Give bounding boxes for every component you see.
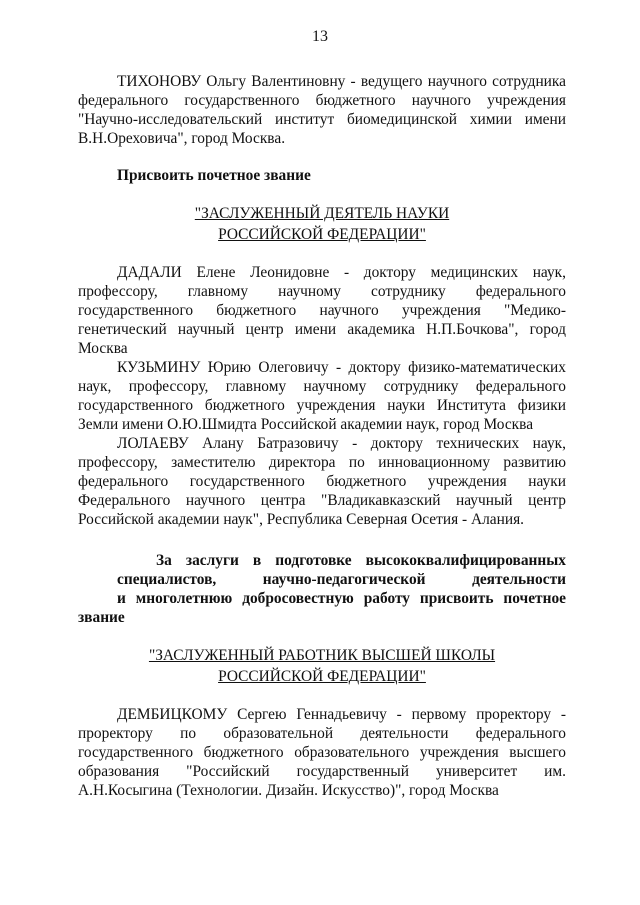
award-heading-higher-school bbox=[78, 551, 566, 627]
paragraph-tikhonova: ТИХОНОВУ Ольгу Валентиновну - ведущего научного сотрудника федерального государственного бюджетного научного учреждения "Научно-исследовательский институт биомедицинской химии имени В.Н.Ореховича", город Москва. bbox=[78, 73, 566, 147]
title1-line1: "ЗАСЛУЖЕННЫЙ ДЕЯТЕЛЬ НАУКИ bbox=[194, 205, 450, 222]
document-body bbox=[78, 72, 566, 800]
paragraph-dembitsky: ДЕМБИЦКОМУ Сергею Геннадьевичу - первому проректору - проректору по образовательной деятельности федерального государственного бюджетного образовательного учреждения высшего образования "Российский государственный университет им. А.Н.Косыгина (Технологии. Дизайн. Искусство)", город Москва bbox=[78, 706, 566, 799]
award-line2: специалистов, научно-педагогической деятельности bbox=[117, 571, 566, 588]
title2-line2: РОССИЙСКОЙ ФЕДЕРАЦИИ" bbox=[218, 668, 426, 685]
title1-line2: РОССИЙСКОЙ ФЕДЕРАЦИИ" bbox=[218, 226, 426, 243]
award-line1: За заслуги в подготовке высококвалифицированных bbox=[156, 552, 566, 569]
title2-line1: "ЗАСЛУЖЕННЫЙ РАБОТНИК ВЫСШЕЙ ШКОЛЫ bbox=[148, 647, 496, 664]
title-honored-scientist bbox=[78, 203, 566, 245]
paragraph-lolaev: ЛОЛАЕВУ Алану Батразовичу - доктору технических наук, профессору, заместителю директора по инновационному развитию федерального государственного бюджетного учреждения науки Федерального научного центра "Владикавказский научный центр Российской академии наук", Республика Северная Осетия - Алания. bbox=[78, 435, 566, 528]
heading-assign-title: Присвоить почетное звание bbox=[117, 167, 311, 184]
paragraph-dadali: ДАДАЛИ Елене Леонидовне - доктору медицинских наук, профессору, главному научному сотруднику федерального государственного бюджетного научного учреждения "Медико-генетический научный центр имени академика Н.П.Бочкова", город Москва bbox=[78, 264, 566, 357]
title-honored-higher-school-worker bbox=[78, 645, 566, 687]
award-line3: и многолетнюю добросовестную работу присвоить почетное звание bbox=[78, 590, 566, 626]
paragraph-kuzmin: КУЗЬМИНУ Юрию Олеговичу - доктору физико-математических наук, профессору, главному научному сотруднику федерального государственного бюджетного учреждения науки Института физики Земли имени О.Ю.Шмидта Российской академии наук, город Москва bbox=[78, 359, 566, 433]
page-number: 13 bbox=[312, 28, 328, 45]
